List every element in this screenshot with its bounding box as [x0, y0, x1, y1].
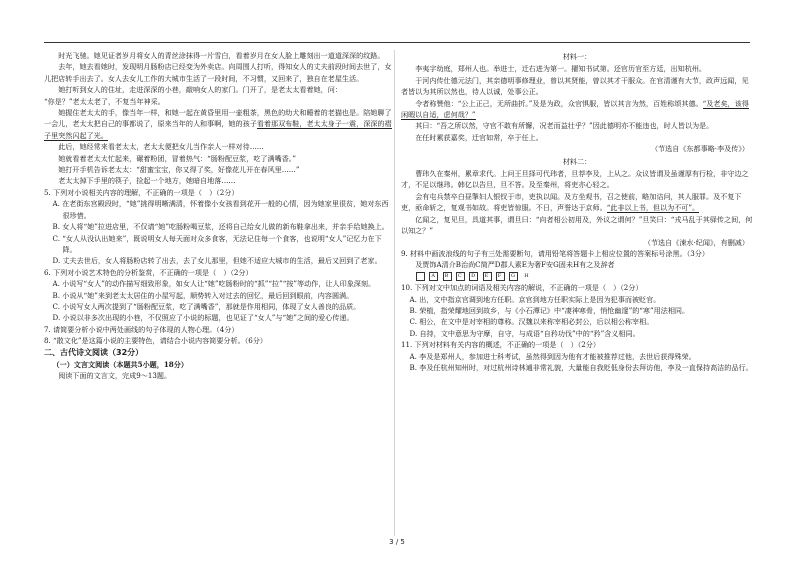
q5-option-a: A. 在老街东宫殿段时，“她”挑得明晰满清，怀着像小女孩看到花开一般的心情，因为她家里很贫，她对东西很珍惜。 [52, 199, 389, 220]
q10-option-b: B. 荣植，指荣耀地回到故乡，与《小石潭记》中“凄神寒骨，悄怆幽邃”的“寒”用法相同。 [409, 305, 690, 315]
m2-para-2-text: 会有屯兵禁卒白昼掣妇人银钗于市，吏执以闻。及方坐观书，召之使前，略加诘问，其人服罪。及不复下吏，亟命斩之，复观书如故。将吏皆惊服。不日，声誉达于京师。 [401, 191, 742, 213]
q6-option-a: A. 小说写“女人”的动作描写细致形象，如女人让“她”吃肠粉时的“抓”“拉”“按”等动作，让人印象深刻。 [52, 279, 376, 289]
story-para-5 [44, 107, 394, 141]
right-column [401, 50, 753, 373]
answer-box-e[interactable]: E [469, 272, 478, 281]
q11-option-b: B. 李及任杭州知州时，对过杭州诗林逋非常礼貌，大量能自我贬低身份去拜访他，李及一直保持高洁的品行。 [409, 362, 753, 372]
material-1-title: 材料一： [562, 52, 592, 61]
m1-underline: “及老矣，该得闲暇以自适，虑何哉？” [401, 98, 749, 120]
m2-para-2 [401, 191, 753, 214]
q6-option-b: B. 小说从“她”来到老太太居住的小屋写起，顺势转入对过去的回忆，最后回到眼前，内容圆满。 [52, 290, 354, 300]
answer-box-b[interactable]: B [429, 272, 438, 281]
m2-underline: “此非以上书，但以为不可”。 [606, 203, 700, 213]
m1-para-5: 在任时累获嘉奖，迁官如常，卒于任上。 [415, 132, 543, 142]
question-10: 10. 下列对文中加点的词语及相关内容的解说，不正确的一项是（ ）（2分） [401, 283, 643, 293]
story-para-6: 此后，她经常来看老太太，老太太便把女儿当作亲人一样对待…… [58, 142, 264, 152]
top-rule [44, 42, 750, 43]
m1-para-2: 于河内传仕德元法门，其亲德明事修理业，曾以其贤能，曾以其才干服众。在官清谨有大节，政声远闻，见者皆以为其所以然也，待人以诚，处事公正。 [401, 75, 749, 97]
story-para-8: 她打开手机告诉老太太：“甜蜜宝宝，你又得了奖，好像花儿开在春风里……” [58, 165, 300, 175]
page-number: 3 / 5 [389, 538, 405, 546]
column-divider [394, 50, 395, 536]
q6-option-c: C. 小说写女人两次提到了“肠粉配豆浆，吃了满嘴香”，那就是作用相同，体现了女人善良的品质。 [52, 301, 361, 311]
material-2-source: （节选自《涑水·纪闻》，有删减） [643, 237, 749, 247]
story-underline-1: 看着那双布鞋，老太太身子一震，深深的褶子里突然闪起了光。 [44, 119, 392, 140]
q5-option-c: C. “女人从没认出她来”，既说明女人每天面对众多食客，无法记住每一个食客，也说明“女人”记忆力在下降。 [52, 233, 382, 254]
story-para-4: “你是？”老太太老了，不复当年神采。 [44, 96, 165, 106]
answer-box-f[interactable]: F [483, 272, 492, 281]
q5-option-b: B. 女人将“她”拉进店里，不仅请“她”吃肠粉喝豆浆，还将自己给女儿做的新布鞋拿出来，并亲手给她换上。 [52, 222, 389, 232]
story-para-5-text: 她握住老太太的手，像当年一样，和她一起在黄昏里用一壶粗茶，黑色的幼犬和睡着的老猫也是。陪她聊了一会儿，老太太把自己的事都说了，原来当年的人和事啊，她的孩子 [44, 108, 392, 129]
answer-box-g[interactable]: G [496, 272, 505, 281]
question-7: 7. 请简要分析小说中两处画线的句子体现的人物心理。（4分） [44, 324, 239, 334]
answer-box-c[interactable]: C [443, 272, 452, 281]
q11-option-a: A. 李及是郑州人，参加进士科考试，虽然得到因为他有才能被推荐过他，去世后获得殊荣。 [409, 351, 696, 361]
material-2-title: 材料二： [562, 156, 592, 166]
m1-para-3-text: 令者称赞他：“公上正己，无所曲折。”及是为政，众官惧服，皆以其言为然，百姓称颂其德。 [415, 98, 703, 108]
answer-box-d[interactable]: D [456, 272, 465, 281]
material-1-source: （节选自《东都事略·李及传》） [650, 144, 749, 154]
m1-para-1: 李夷字幼庭，郑州人也。举进士，迁右进为第一。擢知书试第。还官历官至方廷，出知杭州。 [415, 64, 707, 74]
section-2-heading: 二、古代诗文阅读（32分） [44, 347, 144, 357]
q9-answer-boxes [401, 271, 753, 282]
question-11: 11. 下列对材料有关内容的概述，不正确的一项是（ ）（2分） [401, 340, 600, 350]
story-para-7: 她就看着老太太忙起来，碾着粉团，冒着热气：“肠粉配豆浆，吃了满嘴香。” [58, 153, 296, 163]
reading-instruction: 阅读下面的文言文，完成9～13题。 [58, 370, 172, 380]
question-6: 6. 下列对小说艺术特色的分析鉴赏，不正确的一项是（ ）（2分） [44, 267, 253, 277]
story-para-1: 时光飞驰。她见证者岁月将女人的青丝涂抹得一片雪白，看着岁月在女人脸上雕刻出一道道深深的纹路。 [58, 51, 385, 60]
story-para-9: 老太太掉下手里的筷子，捡起一个地方，她暗自地落…… [58, 176, 236, 186]
story-para-3: 她打听到女人的住址，走进深深的小巷，敲响女人的家门。门开了，是老太太看着她，问： [58, 85, 342, 95]
q6-option-d: D. 小说以非多次出现的小巷，不仅照应了小说的标题，也见证了“女人”与“她”之间的爱心传递。 [52, 313, 354, 323]
m1-para-3 [401, 98, 753, 121]
q10-option-c: C. 相公，在文中是对宰相的尊称。汉魏以来称宰相必封公，后以相公称宰相。 [409, 317, 654, 327]
question-9: 9. 材料中画波浪线的句子有三处需要断句，请用铅笔将答题卡上相应位置的答案标号涂黑。（3分） [401, 248, 709, 258]
m2-para-3: 亿闻之，复见旦，具道其事，谓旦曰：“向者相公初用及，外议之谓何？”旦笑曰：“戎马乱于其驿传之间，何以知之？” [401, 214, 753, 236]
subsection-1-heading: （一）文言文阅读（本题共5小题，18分） [52, 359, 188, 369]
q10-option-d: D. 自持，文中意思为守摩，自守，与成语“自矜功伐”中的“矜”含义相同。 [409, 328, 640, 338]
q10-option-a: A. 出，文中指京官调到地方任职。京官到地方任职实际上是因为犯事而被贬官。 [409, 294, 661, 304]
question-8: 8. “散文化”是这篇小说的主要特色，请结合小说内容简要分析。（6分） [44, 336, 267, 346]
q5-option-d: D. 丈夫去世后，女人将肠粉店转了出去，去了女儿那里，但她不适应大城市的生活，最后又回到了老家。 [52, 256, 382, 266]
answer-box-a[interactable]: A [416, 272, 425, 281]
question-5: 5. 下列对小说相关内容的理解，不正确的一项是（ ）（2分） [44, 187, 239, 197]
m1-para-4: 其曰：“吾之所以然，守官不敢有所懈，况老而益壮乎？”因此德明亦不能违也，时人皆以为是。 [415, 121, 714, 131]
story-para-2: 去年，她去看她时，发现明月肠粉店已经变为外卖店。向周围人打听，得知女人的丈夫前段时间去世了，女儿把店转手出去了。女人去女儿工作的大城市生活了一段时间，不习惯，又回来了，独自在老屋生活。 [44, 62, 392, 83]
q9-sentence: 及贾饰A清介B治尚C简严D郡人素E为奢F安G固未H有之及辞者 [415, 260, 615, 270]
m2-para-1: 曹玮久在秦州，累章求代。上问王旦择可代玮者，旦荐李及，上从之。众议皆谓及虽谨厚有行检，非守边之才，不足以继玮。韩亿以告旦，旦不答。及至秦州，将吏亦心轻之。 [401, 169, 749, 190]
left-column [44, 50, 394, 381]
answer-box-h[interactable]: H [509, 272, 518, 281]
